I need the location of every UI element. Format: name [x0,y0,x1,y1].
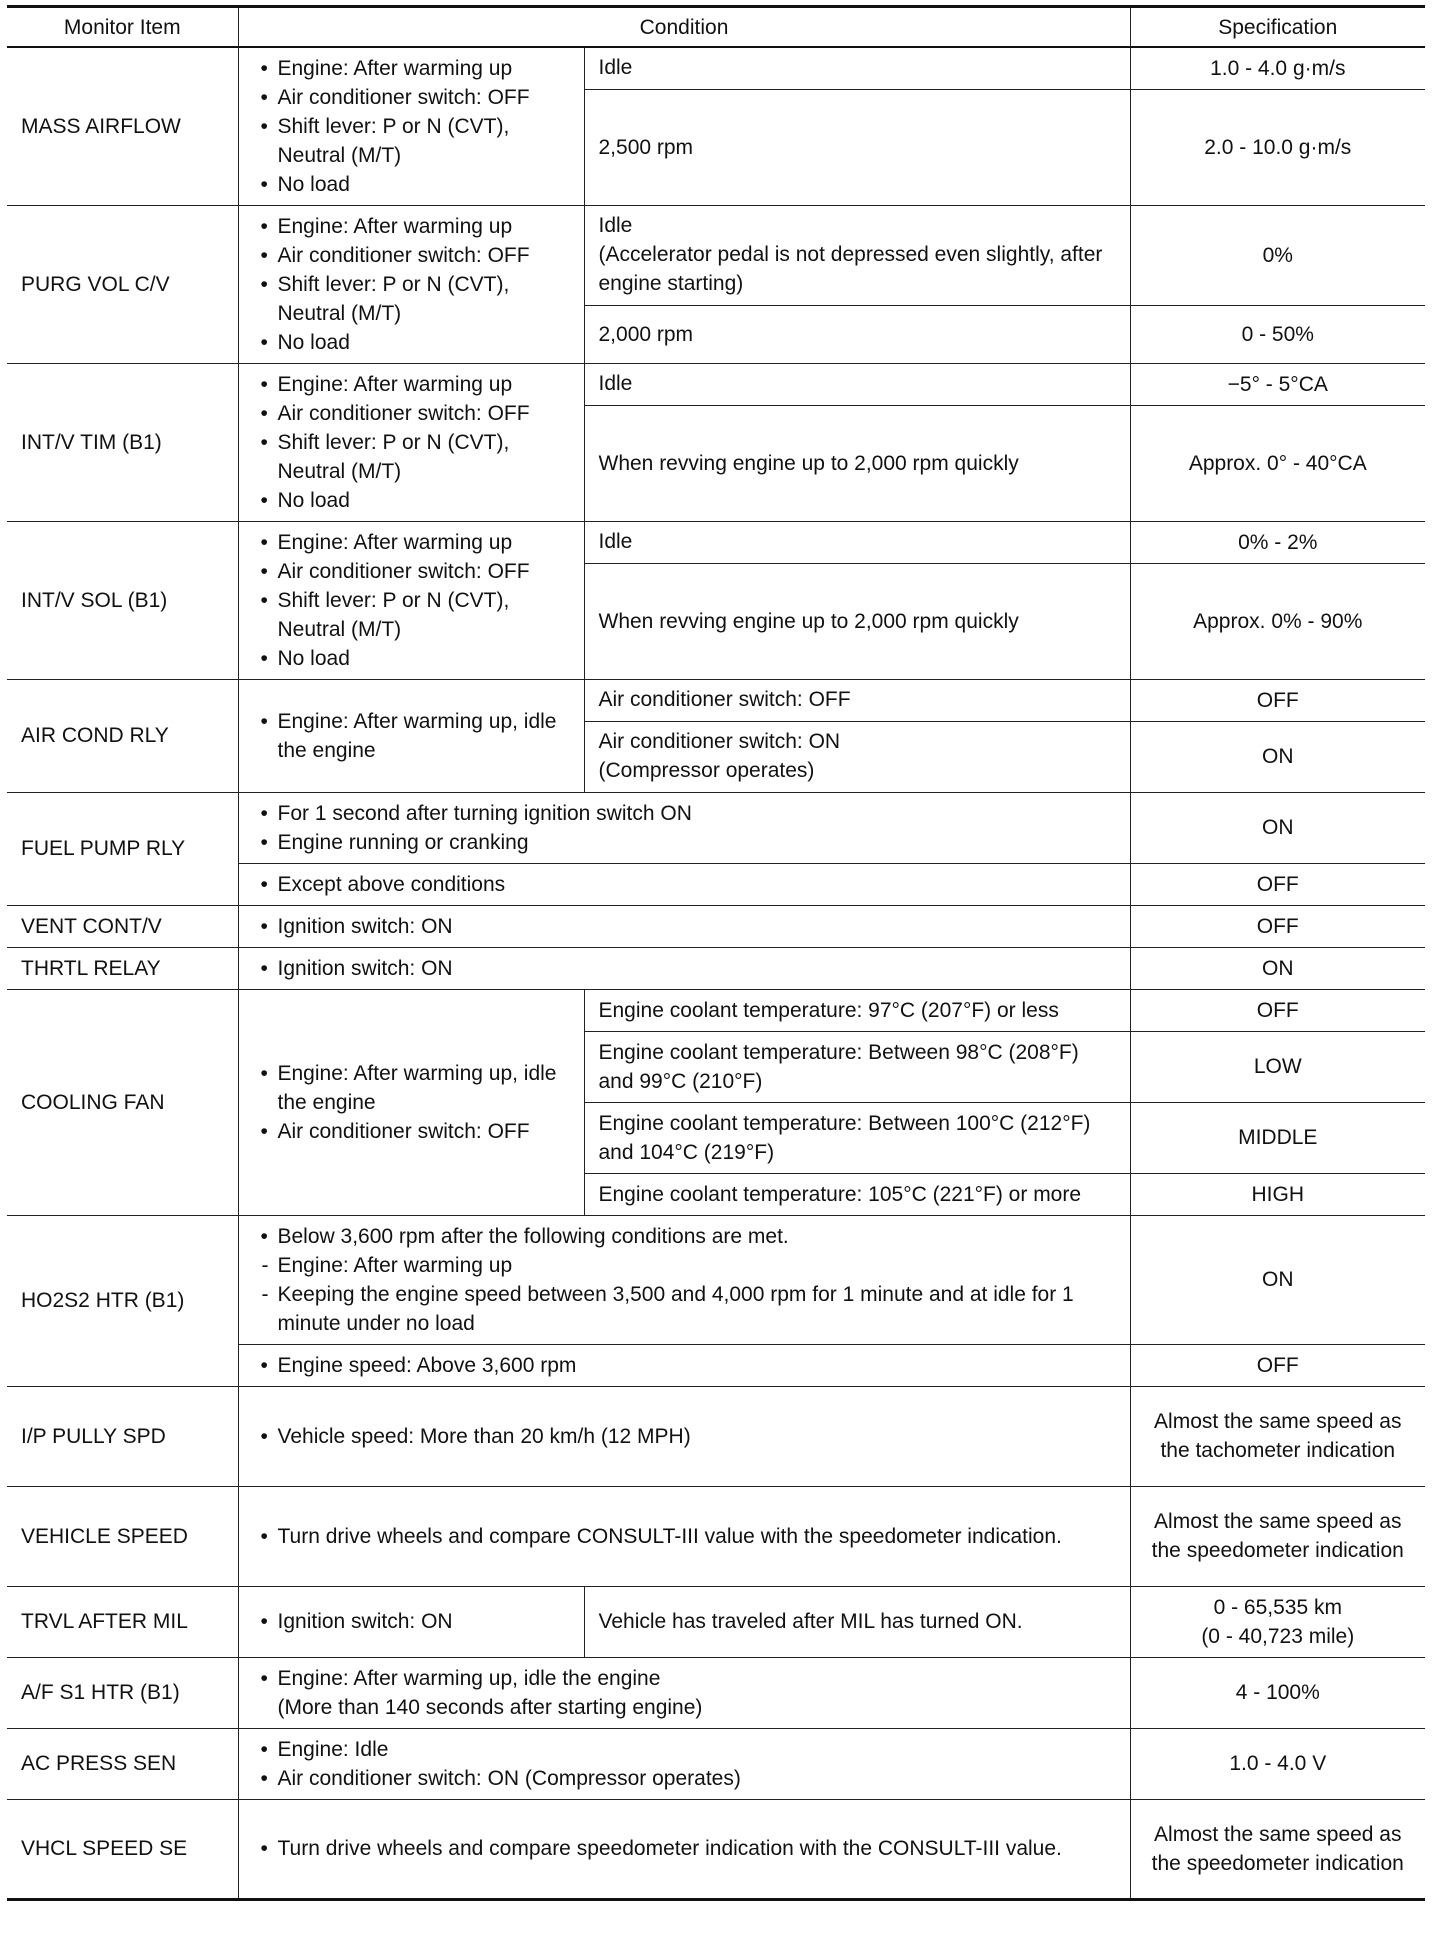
monitor-item: AC PRESS SEN [7,1728,238,1799]
monitor-spec-table [7,5,1425,1901]
table-row [7,1657,1425,1728]
sub-condition-line: Air conditioner switch: ON [598,729,841,753]
condition-bullet: • Engine: After warming up [253,528,570,557]
condition-cell [238,1799,1130,1899]
sub-condition: Air conditioner switch: OFF [584,679,1130,721]
condition-cell [238,205,584,363]
sub-condition [584,205,1130,305]
condition-cell [238,792,1130,863]
sub-condition: Vehicle has traveled after MIL has turned ON. [584,1586,1130,1657]
table-row [7,47,1425,89]
sub-condition: Idle [584,521,1130,563]
sub-condition: 2,500 rpm [584,89,1130,205]
condition-bullet: • For 1 second after turning ignition switch ON [253,799,1116,828]
condition-cell [238,363,584,521]
condition-bullet: • Shift lever: P or N (CVT), Neutral (M/T) [253,586,570,644]
monitor-item: COOLING FAN [7,989,238,1215]
condition-bullet: • Below 3,600 rpm after the following conditions are met. [253,1222,1116,1251]
condition-bullet: • Engine: After warming up [253,370,570,399]
specification: 0% [1130,205,1425,305]
condition-bullet: • No load [253,486,570,515]
header-condition: Condition [238,7,1130,48]
specification: OFF [1130,863,1425,905]
condition-cell [238,1215,1130,1344]
specification: MIDDLE [1130,1102,1425,1173]
condition-bullet: • Shift lever: P or N (CVT), Neutral (M/T) [253,428,570,486]
condition-cell [238,1486,1130,1586]
condition-bullet: • Air conditioner switch: ON (Compressor operates) [253,1764,1116,1793]
table-row [7,792,1425,863]
table-row [7,1486,1425,1586]
monitor-spec-document [7,5,1425,1901]
monitor-item: VHCL SPEED SE [7,1799,238,1899]
header-monitor-item: Monitor Item [7,7,238,48]
specification: ON [1130,721,1425,792]
specification-line: (0 - 40,723 mile) [1201,1624,1355,1648]
specification: ON [1130,947,1425,989]
condition-bullet: • Air conditioner switch: OFF [253,1117,570,1146]
sub-condition: Idle [584,47,1130,89]
table-row [7,1386,1425,1486]
condition-bullet [253,1664,1116,1722]
condition-dash-item: - Engine: After warming up [253,1251,1116,1280]
specification: 2.0 - 10.0 g·m/s [1130,89,1425,205]
specification: 1.0 - 4.0 g·m/s [1130,47,1425,89]
condition-line: • Engine: After warming up, idle the engine [277,1666,661,1690]
condition-dash-item: - Keeping the engine speed between 3,500 and 4,000 rpm for 1 minute and at idle for 1 minute under no load [253,1280,1116,1338]
table-row [7,1728,1425,1799]
sub-condition: 2,000 rpm [584,305,1130,363]
sub-condition-line: (Compressor operates) [598,758,815,782]
specification: ON [1130,792,1425,863]
specification: 4 - 100% [1130,1657,1425,1728]
specification: OFF [1130,989,1425,1031]
specification: OFF [1130,1344,1425,1386]
condition-bullet: • Turn drive wheels and compare speedometer indication with the CONSULT-III value. [253,1834,1116,1863]
condition-bullet: • Shift lever: P or N (CVT), Neutral (M/T) [253,112,570,170]
condition-cell [238,989,584,1215]
specification: 1.0 - 4.0 V [1130,1728,1425,1799]
table-row [7,1799,1425,1899]
monitor-item: TRVL AFTER MIL [7,1586,238,1657]
condition-bullet: • Engine: After warming up, idle the engine [253,1059,570,1117]
condition-bullet: • Engine: Idle [253,1735,1116,1764]
condition-bullet: • No load [253,170,570,199]
specification: Almost the same speed as the tachometer indication [1130,1386,1425,1486]
monitor-item: MASS AIRFLOW [7,47,238,205]
table-row [7,205,1425,305]
specification-line: 0 - 65,535 km [1213,1595,1342,1619]
specification: Almost the same speed as the speedometer indication [1130,1799,1425,1899]
table-row [7,1215,1425,1344]
specification: Approx. 0% - 90% [1130,563,1425,679]
condition-bullet: • Engine: After warming up, idle the engine [253,707,570,765]
sub-condition-line: (Accelerator pedal is not depressed even slightly, after engine starting) [598,242,1103,295]
sub-condition-line: Idle [598,213,633,237]
condition-cell [238,47,584,205]
specification: Almost the same speed as the speedometer indication [1130,1486,1425,1586]
condition-cell [238,1344,1130,1386]
table-row [7,679,1425,721]
specification: ON [1130,1215,1425,1344]
sub-condition: Engine coolant temperature: 97°C (207°F) or less [584,989,1130,1031]
condition-bullet: • Engine speed: Above 3,600 rpm [253,1351,1116,1380]
condition-bullet: • Engine: After warming up [253,212,570,241]
specification: LOW [1130,1031,1425,1102]
table-row [7,1586,1425,1657]
table-row [7,989,1425,1031]
condition-bullet: • No load [253,328,570,357]
specification: 0% - 2% [1130,521,1425,563]
condition-cell [238,679,584,792]
specification: HIGH [1130,1173,1425,1215]
monitor-item: A/F S1 HTR (B1) [7,1657,238,1728]
condition-bullet: • Engine running or cranking [253,828,1116,857]
condition-cell [238,1386,1130,1486]
condition-line: (More than 140 seconds after starting engine) [277,1695,703,1719]
monitor-item: VENT CONT/V [7,905,238,947]
sub-condition: Engine coolant temperature: Between 98°C (208°F) and 99°C (210°F) [584,1031,1130,1102]
condition-bullet: • Shift lever: P or N (CVT), Neutral (M/T) [253,270,570,328]
specification: Approx. 0° - 40°CA [1130,405,1425,521]
condition-cell [238,1586,584,1657]
condition-bullet: • Ignition switch: ON [253,954,1116,983]
monitor-item: FUEL PUMP RLY [7,792,238,905]
condition-cell [238,1657,1130,1728]
condition-cell [238,947,1130,989]
condition-bullet: • Air conditioner switch: OFF [253,399,570,428]
monitor-item: I/P PULLY SPD [7,1386,238,1486]
condition-bullet: • No load [253,644,570,673]
condition-bullet: • Ignition switch: ON [253,912,1116,941]
sub-condition: When revving engine up to 2,000 rpm quickly [584,563,1130,679]
condition-cell [238,863,1130,905]
condition-bullet: • Ignition switch: ON [253,1607,570,1636]
monitor-item: VEHICLE SPEED [7,1486,238,1586]
specification: OFF [1130,905,1425,947]
table-row [7,947,1425,989]
sub-condition: Idle [584,363,1130,405]
table-row [7,363,1425,405]
condition-bullet: • Turn drive wheels and compare CONSULT-III value with the speedometer indication. [253,1522,1116,1551]
condition-bullet: • Vehicle speed: More than 20 km/h (12 MPH) [253,1422,1116,1451]
monitor-item: THRTL RELAY [7,947,238,989]
sub-condition: When revving engine up to 2,000 rpm quickly [584,405,1130,521]
condition-bullet: • Engine: After warming up [253,54,570,83]
table-row [7,521,1425,563]
specification: OFF [1130,679,1425,721]
specification: 0 - 50% [1130,305,1425,363]
monitor-item: HO2S2 HTR (B1) [7,1215,238,1386]
sub-condition: Engine coolant temperature: 105°C (221°F) or more [584,1173,1130,1215]
condition-cell [238,905,1130,947]
table-row [7,905,1425,947]
condition-bullet: • Air conditioner switch: OFF [253,557,570,586]
condition-cell [238,521,584,679]
sub-condition [584,721,1130,792]
sub-condition: Engine coolant temperature: Between 100°C (212°F) and 104°C (219°F) [584,1102,1130,1173]
condition-bullet: • Air conditioner switch: OFF [253,83,570,112]
condition-bullet: • Air conditioner switch: OFF [253,241,570,270]
specification: −5° - 5°CA [1130,363,1425,405]
monitor-item: INT/V TIM (B1) [7,363,238,521]
header-row [7,7,1425,48]
condition-cell [238,1728,1130,1799]
header-specification: Specification [1130,7,1425,48]
specification [1130,1586,1425,1657]
monitor-item: INT/V SOL (B1) [7,521,238,679]
monitor-item: AIR COND RLY [7,679,238,792]
monitor-item: PURG VOL C/V [7,205,238,363]
condition-bullet: • Except above conditions [253,870,1116,899]
